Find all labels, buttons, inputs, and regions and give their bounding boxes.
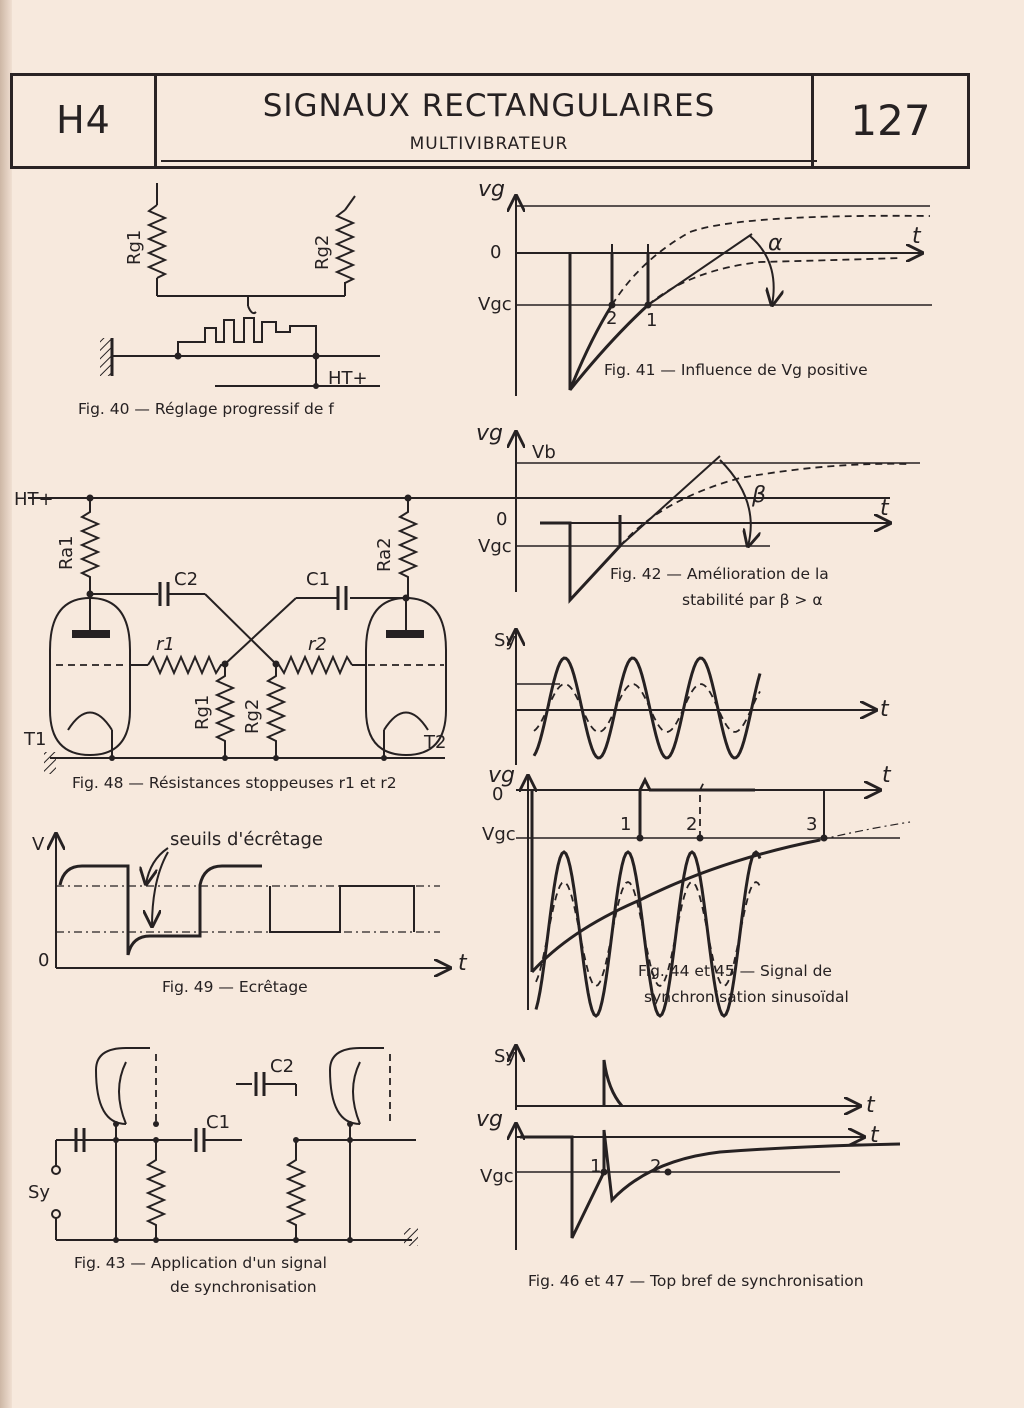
fig49-caption: Fig. 49 — Ecrêtage (162, 978, 308, 996)
fig49-label-t: t (458, 951, 467, 976)
fig41-caption: Fig. 41 — Influence de Vg positive (604, 361, 868, 379)
fig47-label-p2: 2 (650, 1156, 662, 1177)
fig43-ground-hatch (404, 1228, 418, 1246)
fig48-ra2-resistor (400, 498, 416, 598)
fig45-label-p1: 1 (620, 814, 632, 835)
fig45-label-t: t (882, 763, 891, 788)
fig42-stability (476, 421, 920, 609)
page-title: SIGNAUX RECTANGULAIRES (262, 88, 716, 124)
fig43-caption-line1: Fig. 43 — Application d'un signal (74, 1254, 327, 1272)
fig43-label-sy: Sy (28, 1182, 51, 1203)
fig43-label-c1: C1 (206, 1112, 231, 1133)
fig47-label-vg: vg (476, 1107, 503, 1132)
fig45-label-vg: vg (488, 763, 515, 788)
fig49-clipping (32, 829, 468, 996)
fig48-label-c1: C1 (306, 569, 331, 590)
fig42-label-t: t (880, 496, 889, 521)
fig44-label-sy: Sy (494, 630, 517, 651)
fig48-rg2-resistor (268, 664, 284, 758)
fig41-label-zero: 0 (490, 242, 502, 263)
fig41-label-p2: 2 (606, 308, 618, 329)
fig40-rg1-resistor (149, 205, 165, 278)
fig48-label-r2: r2 (308, 634, 327, 655)
fig42-label-vb: Vb (532, 442, 556, 463)
fig42-caption-line1: Fig. 42 — Amélioration de la (610, 565, 829, 583)
fig44-sync-sine (494, 630, 890, 765)
fig45-label-p3: 3 (806, 814, 818, 835)
fig48-r2-resistor (276, 657, 352, 673)
fig41-label-t: t (912, 224, 921, 249)
fig48-ground-hatch (44, 752, 56, 774)
fig43-sync-application (28, 1048, 418, 1296)
fig48-stopper-resistors (14, 489, 890, 792)
fig45-label-vgc: Vgc (482, 824, 516, 845)
fig46-label-t-top: t (866, 1093, 875, 1118)
fig42-label-zero: 0 (496, 509, 508, 530)
fig48-label-rg1: Rg1 (192, 694, 213, 730)
fig45-label-zero: 0 (492, 784, 504, 805)
fig40-caption: Fig. 40 — Réglage progressif de f (78, 400, 334, 418)
fig43-caption-line2: de synchronisation (170, 1278, 317, 1296)
fig45-caption-line1: Fig. 44 et 45 — Signal de (638, 962, 832, 980)
page-number: 127 (850, 96, 931, 145)
fig45-caption-line2: synchronisation sinusoïdal (644, 988, 849, 1006)
fig41-label-vgc: Vgc (478, 294, 512, 315)
fig46-label-sy: Sy (494, 1046, 517, 1067)
fig48-label-c2: C2 (174, 569, 199, 590)
fig41-label-vg: vg (478, 177, 505, 202)
fig42-label-beta: β (752, 483, 767, 508)
fig48-label-t1: T1 (24, 729, 47, 750)
fig48-r1-resistor (148, 657, 225, 673)
fig46-47-sync-pulse (476, 1046, 900, 1290)
fig45-label-p2: 2 (686, 814, 698, 835)
fig41-label-alpha: α (768, 231, 783, 256)
fig42-label-vg: vg (476, 421, 503, 446)
fig46-caption: Fig. 46 et 47 — Top bref de synchronisation (528, 1272, 864, 1290)
fig44-sine-strong (534, 658, 760, 758)
fig44-45-sine-sync (482, 763, 910, 1016)
fig49-label-seuils: seuils d'écrêtage (170, 829, 323, 850)
fig40-resistor-adjustment (78, 183, 380, 418)
fig40-rg2-resistor (337, 210, 353, 283)
fig43-grid-resistor-right (288, 1140, 304, 1240)
fig48-caption: Fig. 48 — Résistances stoppeuses r1 et r2 (72, 774, 397, 792)
fig48-rg1-resistor (217, 664, 233, 758)
fig43-label-c2: C2 (270, 1056, 295, 1077)
fig41-vg-influence (478, 177, 932, 396)
fig48-label-ht: HT+ (14, 489, 54, 510)
fig47-label-t-bottom: t (870, 1123, 879, 1148)
fig48-label-r1: r1 (156, 634, 175, 655)
fig48-label-t2: T2 (424, 732, 447, 753)
page-subtitle: MULTIVIBRATEUR (409, 134, 569, 154)
fig48-label-ra1: Ra1 (56, 535, 77, 570)
fig42-caption-line2: stabilité par β > α (682, 591, 823, 609)
fig47-label-vgc: Vgc (480, 1166, 514, 1187)
fig41-label-p1: 1 (646, 310, 658, 331)
fig40-ground-hatch (100, 338, 112, 376)
fig49-label-zero: 0 (38, 950, 50, 971)
fig43-grid-resistor-left (148, 1140, 164, 1240)
fig40-label-rg2: Rg2 (312, 234, 333, 270)
fig48-label-rg2: Rg2 (242, 698, 263, 734)
section-code: H4 (56, 98, 111, 142)
fig49-label-v: V (32, 834, 45, 855)
fig40-label-ht: HT+ (328, 368, 368, 389)
fig40-label-rg1: Rg1 (124, 229, 145, 265)
fig44-label-t: t (880, 697, 889, 722)
fig48-label-ra2: Ra2 (374, 537, 395, 572)
fig48-ra1-resistor (82, 498, 98, 594)
fig40-stepped-potentiometer (178, 318, 316, 356)
fig47-label-p1: 1 (590, 1156, 602, 1177)
fig42-label-vgc: Vgc (478, 536, 512, 557)
